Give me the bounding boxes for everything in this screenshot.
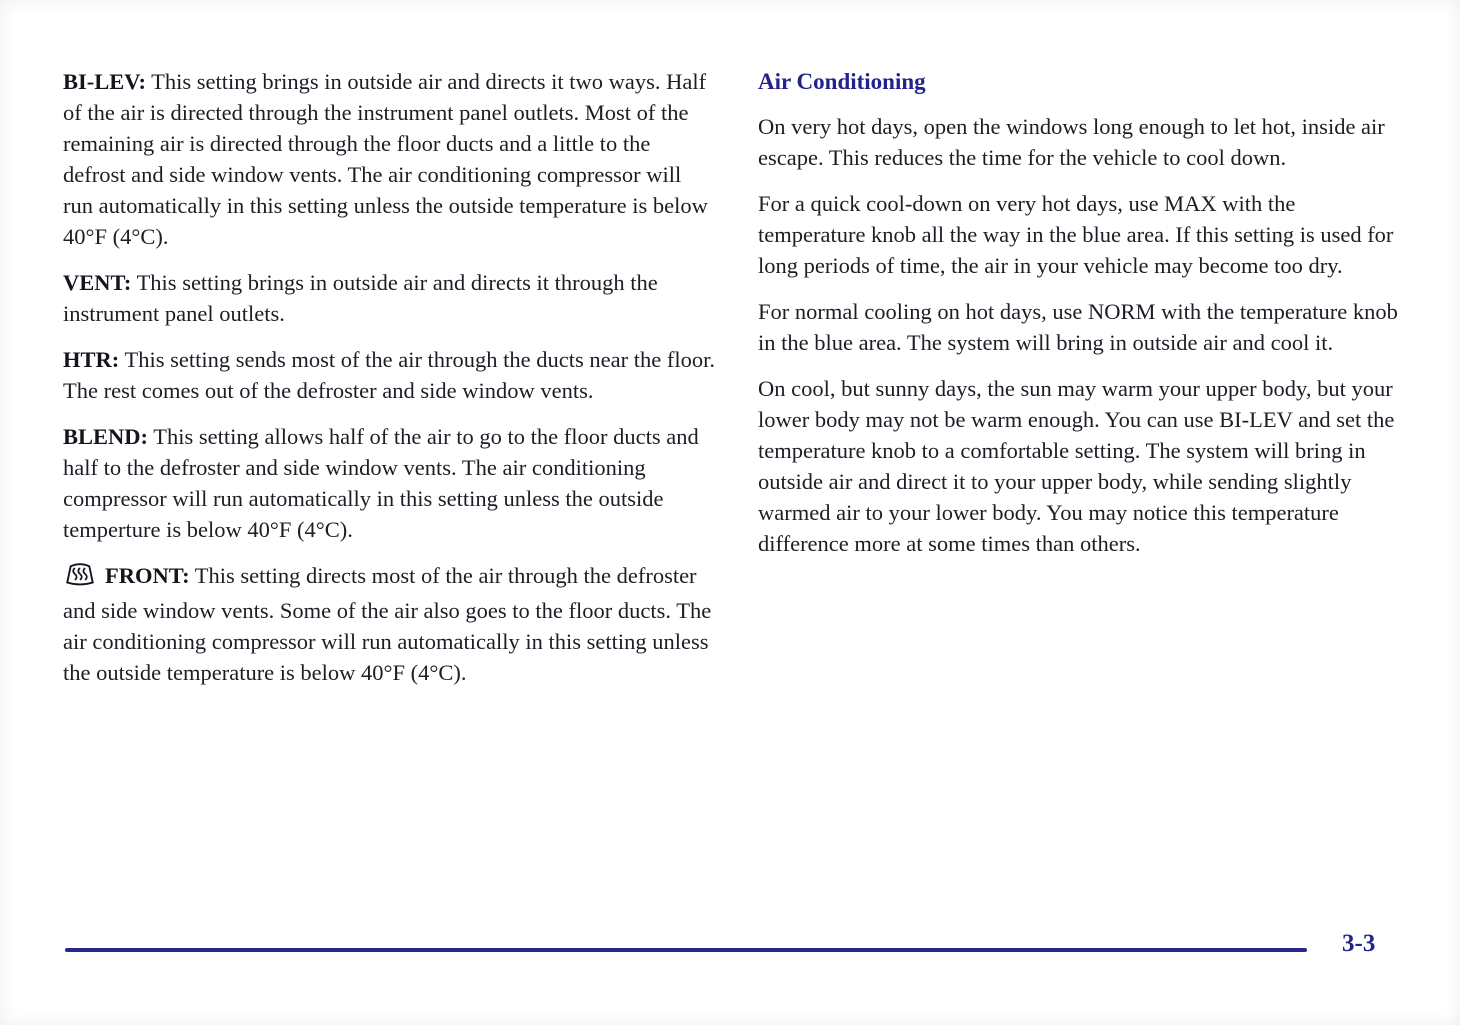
section-heading-air-conditioning: Air Conditioning bbox=[758, 69, 926, 94]
air-conditioning-paragraph-4: On cool, but sunny days, the sun may warm your upper body, but your lower body may not be warm enough. You can use BI-LEV and set the temperature knob to a comfortable setting. The system will bring in outside air and direct it to your upper body, while sending slightly warmed air to your lower body. You may notice this temperature difference more at some times than others. bbox=[758, 376, 1395, 556]
footer-rule bbox=[65, 948, 1307, 952]
front-text: This setting directs most of the air through the defroster and side window vents. Some of the air also goes to the floor ducts. The air conditioning compressor will run automatically in this setting unless the outside temperature is below 40°F (4°C). bbox=[63, 563, 712, 685]
htr-paragraph bbox=[63, 344, 715, 406]
page-number: 3-3 bbox=[1342, 930, 1376, 957]
vent-text: This setting brings in outside air and directs it through the instrument panel outlets. bbox=[63, 270, 658, 326]
setting-label-front: FRONT: bbox=[105, 563, 190, 588]
air-conditioning-paragraph-1: On very hot days, open the windows long enough to let hot, inside air escape. This reduces the time for the vehicle to cool down. bbox=[758, 114, 1385, 170]
blend-text: This setting allows half of the air to go to the floor ducts and half to the defroster and side window vents. The air conditioning compressor will run automatically in this setting unless the outside temperture is below 40°F (4°C). bbox=[63, 424, 699, 542]
blend-paragraph bbox=[63, 421, 715, 545]
windshield-defrost-icon bbox=[63, 561, 97, 595]
setting-label-vent: VENT: bbox=[63, 270, 132, 295]
setting-label-blend: BLEND: bbox=[63, 424, 149, 449]
setting-label-bi-lev: BI-LEV: bbox=[63, 69, 146, 94]
left-column bbox=[63, 66, 715, 703]
setting-label-htr: HTR: bbox=[63, 347, 120, 372]
htr-text: This setting sends most of the air through the ducts near the floor. The rest comes out of the defroster and side window vents. bbox=[63, 347, 715, 403]
air-conditioning-paragraph-2: For a quick cool-down on very hot days, use MAX with the temperature knob all the way in the blue area. If this setting is used for long periods of time, the air in your vehicle may become too dry. bbox=[758, 191, 1394, 278]
right-column bbox=[758, 66, 1406, 574]
front-paragraph bbox=[63, 560, 715, 688]
bi-lev-paragraph bbox=[63, 66, 715, 252]
vent-paragraph bbox=[63, 267, 715, 329]
bi-lev-text: This setting brings in outside air and directs it two ways. Half of the air is directed through the instrument panel outlets. Most of the remaining air is directed through the floor ducts and a little to the defrost and side window vents. The air conditioning compressor will run automatically in this setting unless the outside temperature is below 40°F (4°C). bbox=[63, 69, 708, 249]
air-conditioning-paragraph-3: For normal cooling on hot days, use NORM with the temperature knob in the blue area. The system will bring in outside air and cool it. bbox=[758, 299, 1398, 355]
